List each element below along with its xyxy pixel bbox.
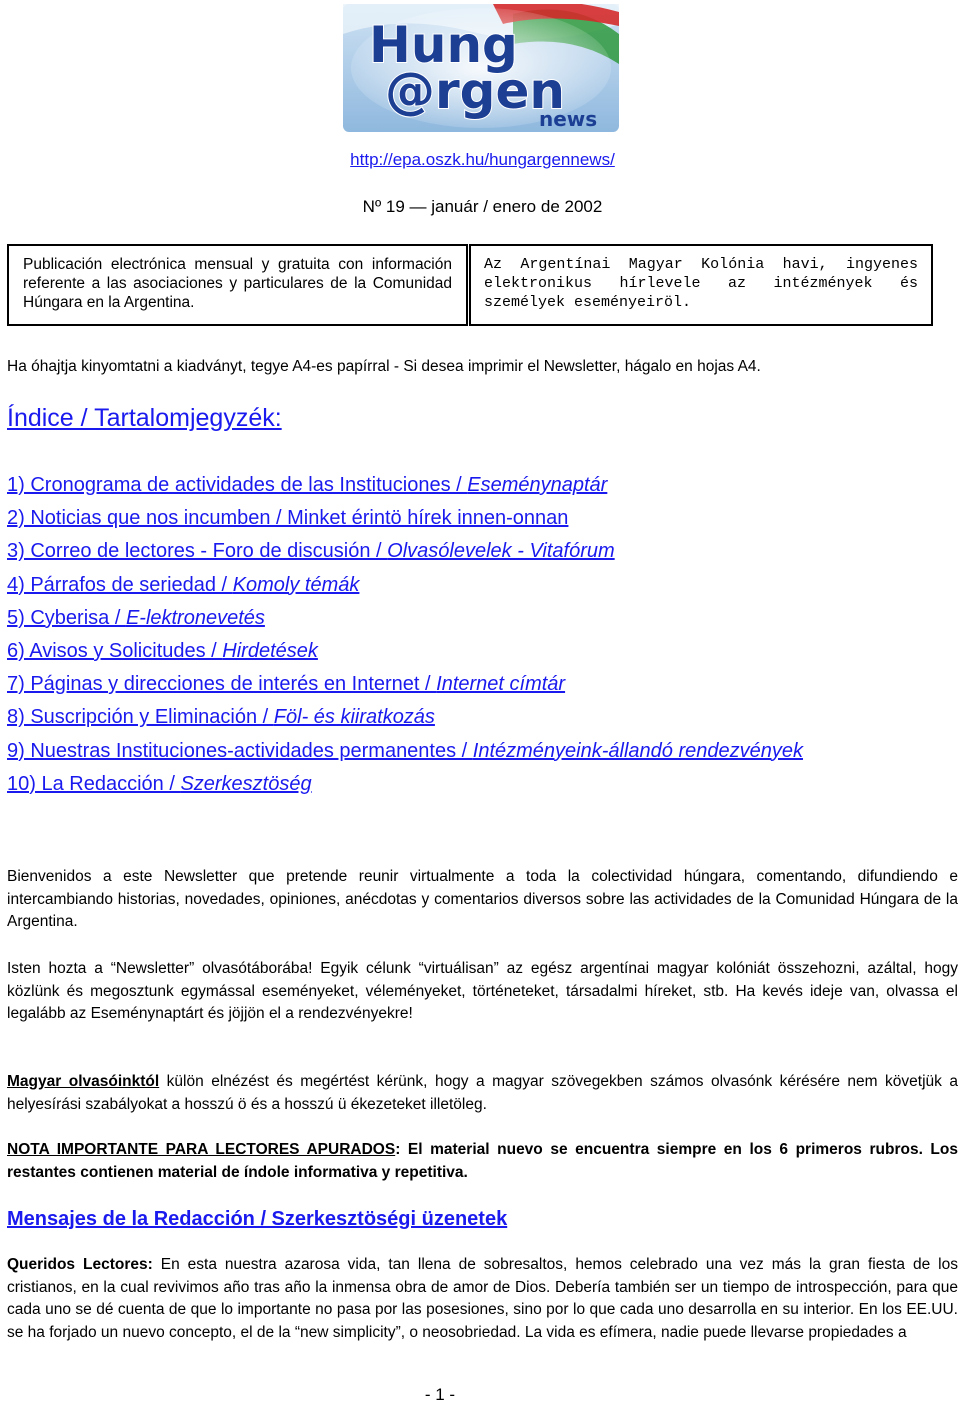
logo-text-argen: @rgen: [385, 62, 565, 120]
readers-note-label: Magyar olvasóinktól: [7, 1073, 160, 1090]
toc-item-7[interactable]: 7) Páginas y direcciones de interés en Internet / Internet címtár: [7, 673, 566, 696]
print-note: Ha óhajtja kinyomtatni a kiadványt, tegye A4-es papírral - Si desea imprimir el Newsletter, hágalo en hojas A4.: [7, 358, 761, 375]
toc-item-5[interactable]: 5) Cyberisa / E-lektronevetés: [7, 606, 265, 629]
important-note-label: NOTA IMPORTANTE PARA LECTORES APURADOS: [7, 1141, 396, 1158]
description-box-hungarian: Az Argentínai Magyar Kolónia havi, ingyenes elektronikus hírlevele az intézmények és személyek eseményeiröl.: [469, 244, 933, 326]
table-of-contents: [7, 469, 803, 801]
toc-item-1[interactable]: 1) Cronograma de actividades de las Instituciones / Eseménynaptár: [7, 474, 608, 496]
toc-item-2[interactable]: 2) Noticias que nos incumben / Minket érintö hírek innen-onnan: [7, 507, 569, 530]
newsletter-url-line: [0, 150, 960, 170]
important-note-text: : El material nuevo se encuentra siempre en los 6 primeros rubros. Los restantes contienen material de índole informativa y repetitiva.: [7, 1141, 958, 1181]
newsletter-url-link[interactable]: http://epa.oszk.hu/hungargennews/: [350, 150, 615, 169]
issue-number: Nº 19 — január / enero de 2002: [362, 197, 603, 216]
dear-readers-label: Queridos Lectores:: [7, 1256, 153, 1273]
dear-readers-paragraph: [7, 1254, 958, 1344]
important-note-paragraph: [7, 1139, 958, 1184]
toc-item-9[interactable]: 9) Nuestras Instituciones-actividades permanentes / Intézményeink-állandó rendezvények: [7, 739, 803, 762]
logo-graphic: [343, 4, 619, 132]
welcome-paragraph-spanish: Bienvenidos a este Newsletter que pretende reunir virtualmente a toda la colectividad húngara, comentando, difundiendo e intercambiando historias, novedades, opiniones, anécdotas y comentarios diversos sobre las actividades de la Comunidad Húngara de la Argentina.: [7, 868, 958, 931]
readers-note-text: külön elnézést és megértést kérünk, hogy a magyar szövegekben számos olvasónk kérésére nem követjük a helyesírási szabályokat a hosszú ö és a hosszú ü ékezeteket illetöleg.: [7, 1073, 958, 1113]
readers-note-paragraph: [7, 1071, 958, 1116]
toc-item-4[interactable]: 4) Párrafos de seriedad / Komoly témák: [7, 573, 360, 596]
welcome-paragraph-hungarian: Isten hozta a “Newsletter” olvasótáborába! Egyik célunk “virtuálisan” az egész argentínai magyar kolóniát összehozni, azáltal, hogy közlünk és megosztunk egymással eseményeket, véleményeket, történeteket, társadalmi híreket, stb. Ha kevés ideje van, olvassa el legalább az Eseménynaptárt és jöjjön el a rendezvényekre!: [7, 960, 958, 1023]
description-box-spanish: Publicación electrónica mensual y gratuita con información referente a las asociaciones y particulares de la Comunidad Húngara en la Argentina.: [7, 244, 468, 326]
hungargen-news-logo: [343, 4, 619, 132]
logo-text-hung: Hung: [369, 16, 518, 74]
toc-item-10[interactable]: 10) La Redacción / Szerkesztöség: [7, 772, 312, 795]
dear-readers-text: En esta nuestra azarosa vida, tan llena de sobresaltos, hemos celebrado una vez más la gran fiesta de los cristianos, en la cual revivimos año tras año la inmensa obra de amor de Dios. Debería también ser un tiempo de introspección, para que cada uno se dé cuenta de que lo importante no pasa por las posesiones, sino por lo que cada uno desarrolla en su interior. En los EE.UU. se ha forjado un nuevo concepto, el de la “new simplicity”, o neosobriedad. La vida es efímera, nadie puede llevarse propiedades a: [7, 1256, 958, 1341]
page-number: - 1 -: [424, 1385, 456, 1404]
logo-text-news: news: [539, 107, 598, 131]
toc-item-6[interactable]: 6) Avisos y Solicitudes / Hirdetések: [7, 640, 318, 663]
messages-heading[interactable]: Mensajes de la Redacción / Szerkesztöségi üzenetek: [7, 1208, 508, 1230]
index-heading[interactable]: Índice / Tartalomjegyzék:: [7, 404, 282, 432]
toc-item-8[interactable]: 8) Suscripción y Eliminación / Föl- és kiiratkozás: [7, 706, 435, 729]
toc-item-3[interactable]: 3) Correo de lectores - Foro de discusión / Olvasólevelek - Vitafórum: [7, 540, 615, 563]
